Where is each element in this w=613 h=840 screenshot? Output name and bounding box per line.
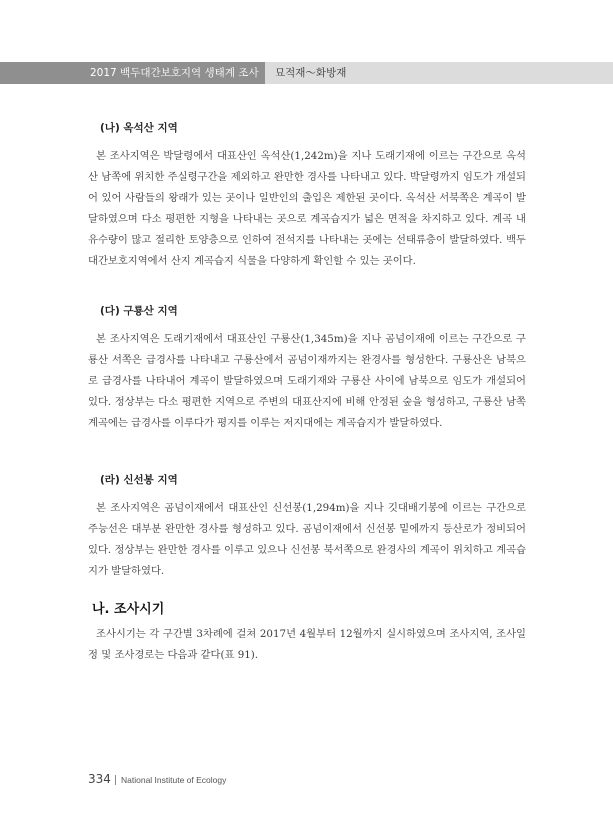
paragraph-guryongsan: 본 조사지역은 도래기재에서 대표산인 구룡산(1,345m)을 지나 곰넘이재에 이르는 구간으로 구룡산 서쪽은 급경사를 나타내고 구룡산에서 곰넘이재까지는 완경사를 형성한다. 구룡산은 남북으로 급경사를 나타내어 계곡이 발달하였으며 도래기재와 구룡산 사이에 남북으로 임도가 개설되어 있다. 정상부는 다소 평편한 지역으로 주변의 대표산지에 비해 안정된 숲을 형성하고, 구룡산 남쪽 계곡에는 급경사를 이루다가 평지를 이루는 저지대에는 계곡습지가 발달하였다. <box>88 333 526 429</box>
subheading-guryongsan: (다) 구룡산 지역 <box>100 305 178 317</box>
paragraph-survey-period: 조사시기는 각 구간별 3차례에 걸쳐 2017년 4월부터 12월까지 실시하였으며 조사지역, 조사일정 및 조사경로는 다음과 같다(표 91). <box>88 628 526 661</box>
footer-institution: National Institute of Ecology <box>121 775 227 785</box>
running-header <box>0 62 613 84</box>
footer-divider <box>115 775 116 785</box>
subheading-sinseonbong: (라) 신선봉 지역 <box>100 474 178 486</box>
header-subtitle-box <box>265 62 613 84</box>
paragraph-okseoksan: 본 조사지역은 박달령에서 대표산인 옥석산(1,242m)을 지나 도래기재에 이르는 구간으로 옥석산 남쪽에 위치한 주실령구간을 제외하고 완만한 경사를 나타내고 있다. 박달령까지 임도가 개설되어 있어 사람들의 왕래가 있는 곳이나 일반인의 출입은 제한된 곳이다. 옥석산 서북쪽은 계곡이 발달하였으며 다소 평편한 지형을 나타내는 곳으로 계곡습지가 넓은 면적을 차지하고 있다. 계곡 내 유수량이 많고 절리한 토양층으로 인하여 전석지를 나타내는 곳에는 선태류층이 발달하였다. 백두대간보호지역에서 산지 계곡습지 식물을 다양하게 확인할 수 있는 곳이다. <box>88 150 526 267</box>
header-subtitle: 묘적재～화방재 <box>275 67 347 79</box>
header-title: 2017 백두대간보호지역 생태계 조사 <box>90 67 259 79</box>
page-number: 334 <box>88 772 111 786</box>
paragraph-sinseonbong: 본 조사지역은 곰넘이재에서 대표산인 신선봉(1,294m)을 지나 깃대배기봉에 이르는 구간으로 주능선은 대부분 완만한 경사를 형성하고 있다. 곰넘이재에서 신선봉 밑에까지 등산로가 정비되어 있다. 정상부는 완만한 경사를 이루고 있으나 신선봉 북서쪽으로 완경사의 계곡이 위치하고 계곡습지가 발달하였다. <box>88 502 526 577</box>
section-heading-survey-period: 나. 조사시기 <box>92 602 165 617</box>
header-title-box <box>0 62 265 84</box>
subheading-okseoksan: (나) 옥석산 지역 <box>100 122 178 134</box>
